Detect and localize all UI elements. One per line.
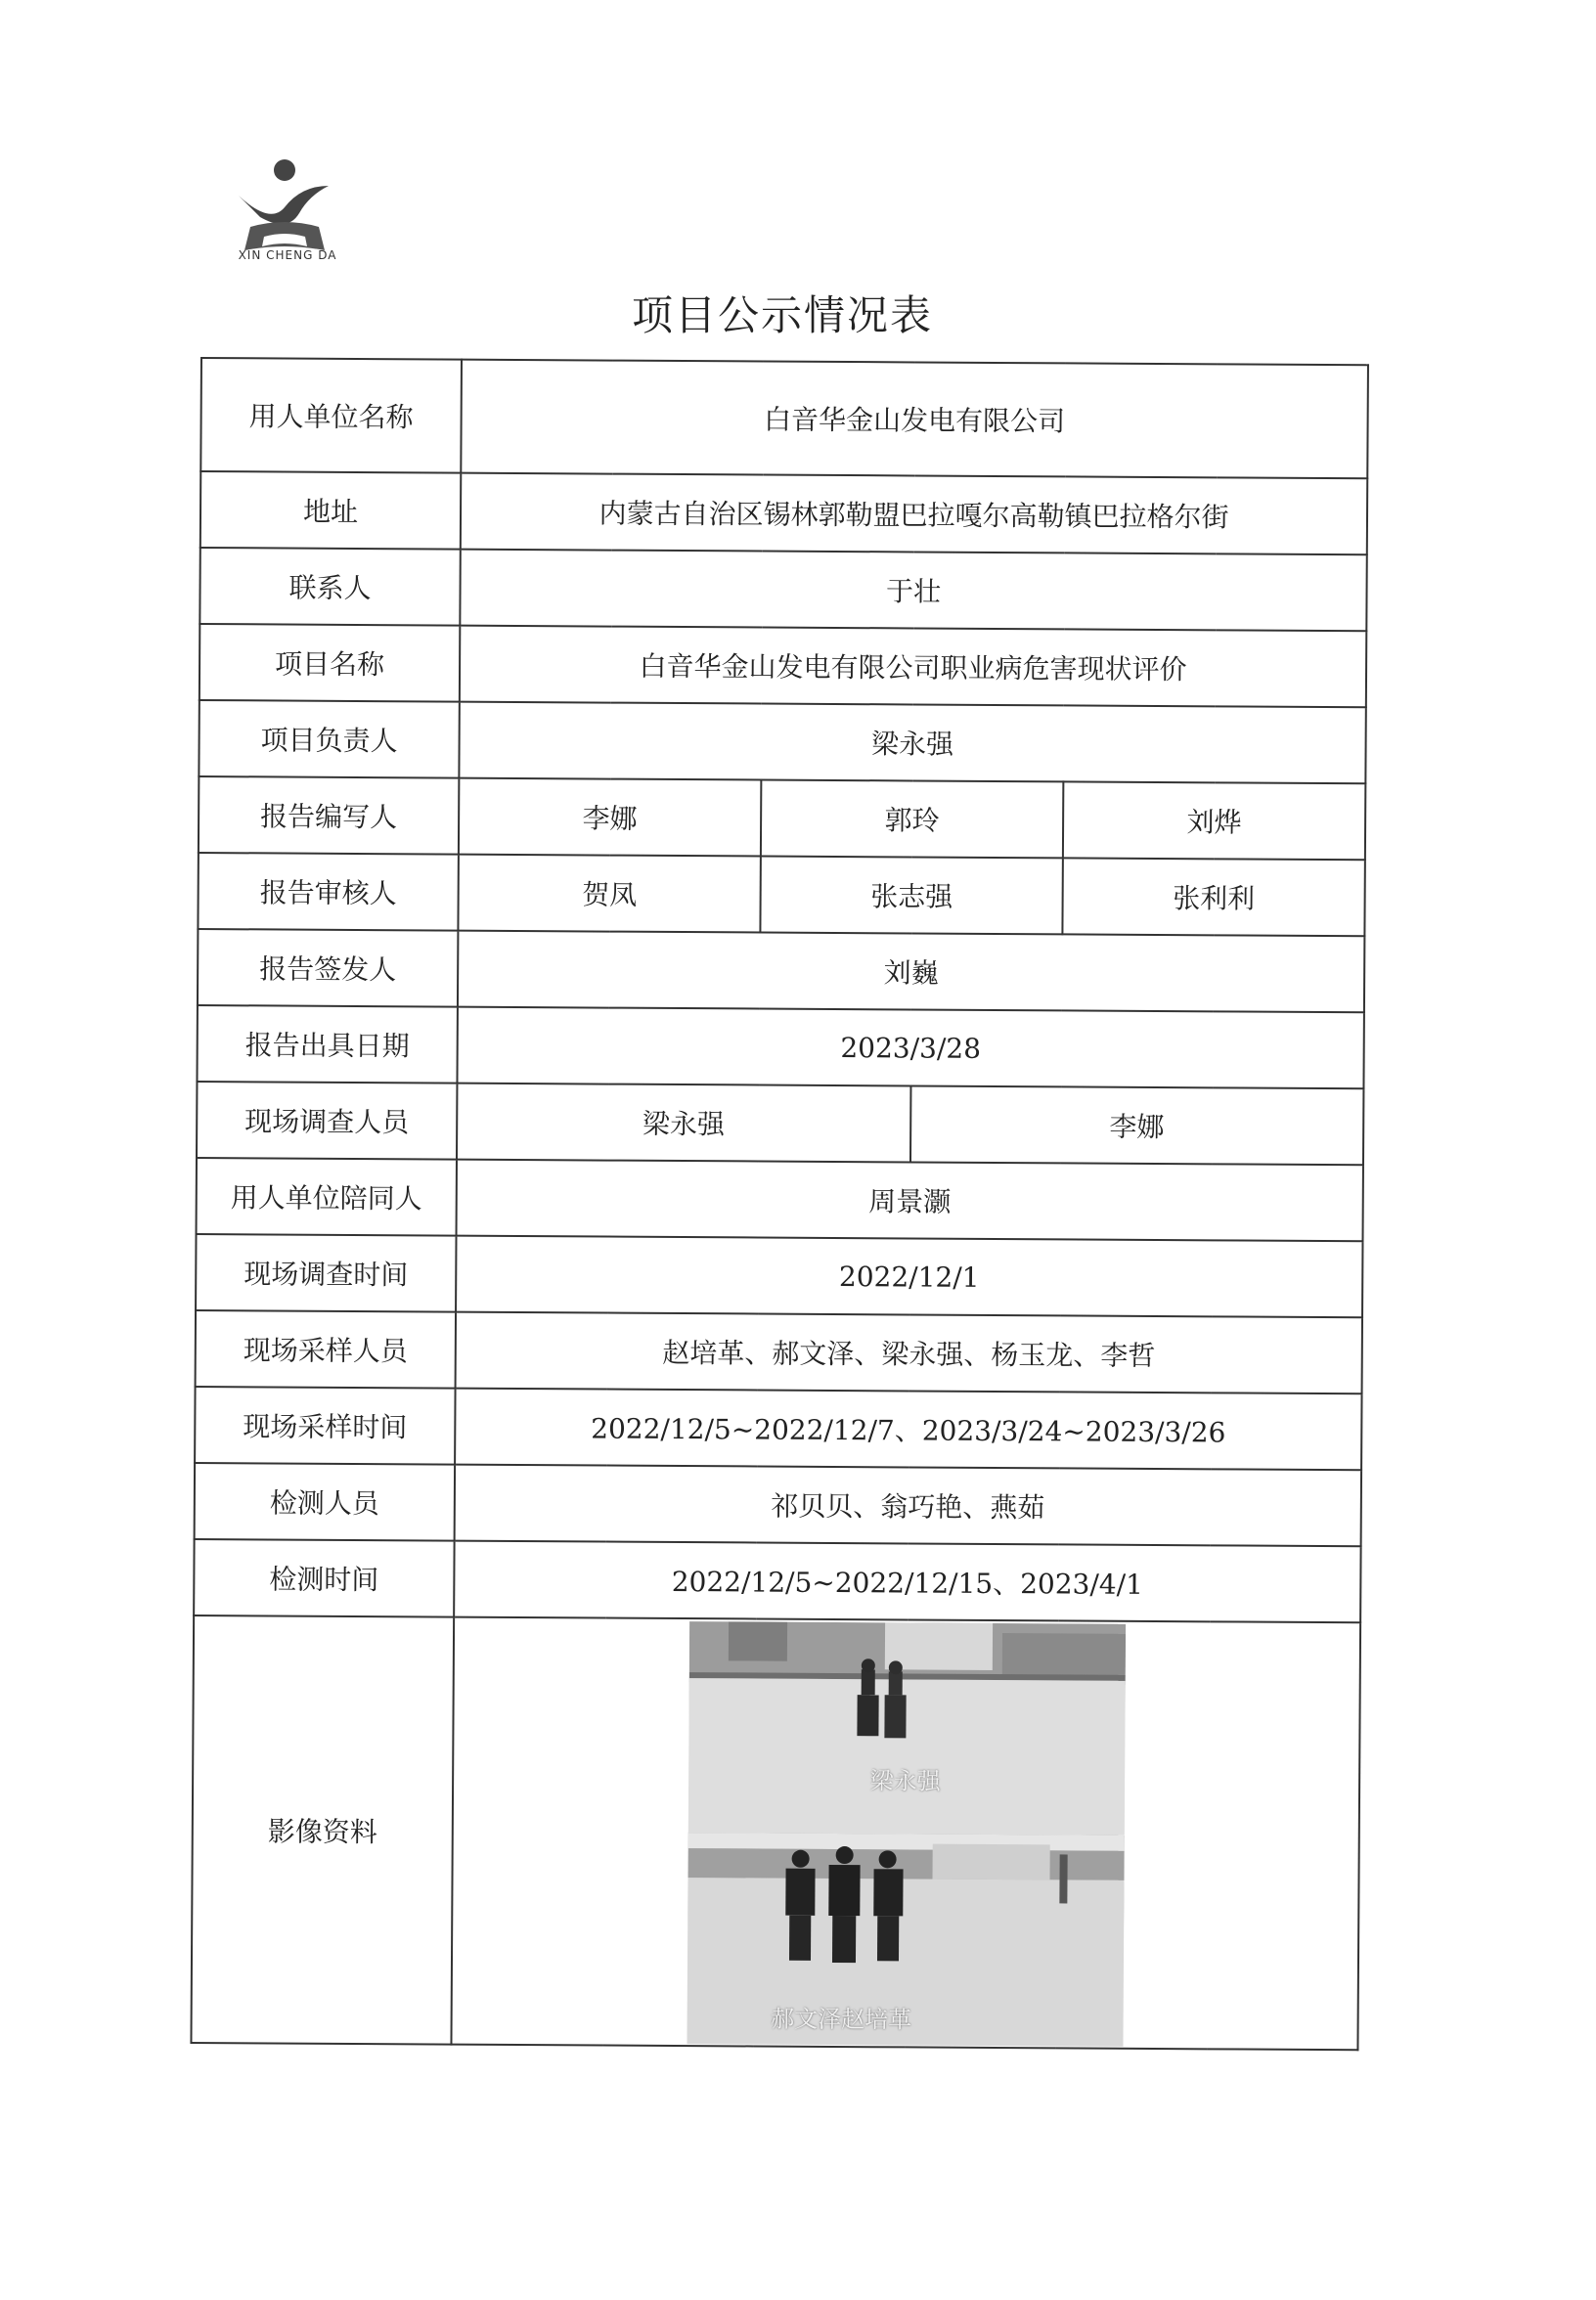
testers-value: 祁贝贝、翁巧艳、燕茹 (455, 1465, 1361, 1547)
project-lead-value: 梁永强 (459, 702, 1365, 784)
report-reviewer-3: 张利利 (1062, 858, 1364, 936)
testers-label: 检测人员 (195, 1463, 455, 1541)
table-row (200, 358, 1368, 478)
survey-time-value: 2022/12/1 (456, 1236, 1362, 1318)
sampling-time-value: 2022/12/5~2022/12/7、2023/3/24~2023/3/26 (455, 1389, 1361, 1471)
report-writer-3: 刘烨 (1063, 781, 1365, 860)
table-row (199, 776, 1365, 860)
table-row (191, 1615, 1360, 2050)
survey-staff-1: 梁永强 (457, 1084, 910, 1163)
logo-text: XIN CHENG DA (238, 248, 337, 262)
table-row (198, 929, 1364, 1012)
employer-label: 用人单位名称 (200, 358, 462, 473)
project-lead-label: 项目负责人 (199, 700, 459, 778)
photo-stack (687, 1621, 1126, 2047)
table-row (196, 1234, 1362, 1317)
sampling-staff-value: 赵培革、郝文泽、梁永强、杨玉龙、李哲 (456, 1312, 1362, 1394)
report-reviewer-2: 张志强 (760, 857, 1062, 935)
table-row (199, 700, 1365, 783)
photo-caption-2: 郝文泽赵培革 (771, 2005, 912, 2033)
table-row (200, 624, 1366, 707)
project-name-label: 项目名称 (200, 624, 460, 702)
sampling-time-label: 现场采样时间 (195, 1387, 455, 1465)
survey-time-label: 现场调查时间 (196, 1234, 456, 1312)
table-row (197, 1005, 1363, 1088)
photo-caption-1: 梁永强 (869, 1766, 941, 1795)
report-reviewer-1: 贺凤 (458, 855, 760, 933)
table-row (195, 1463, 1361, 1546)
employer-value: 白音华金山发电有限公司 (461, 360, 1368, 479)
address-label: 地址 (200, 471, 461, 550)
survey-staff-2: 李娜 (909, 1085, 1363, 1165)
site-photo-1-scene (687, 1621, 1125, 1836)
contact-value: 于壮 (460, 550, 1366, 632)
site-photo-2 (687, 1833, 1124, 2047)
media-cell (451, 1617, 1360, 2051)
test-time-value: 2022/12/5~2022/12/15、2023/4/1 (454, 1541, 1360, 1623)
report-reviewers-label: 报告审核人 (198, 853, 458, 931)
site-photo-1 (687, 1621, 1125, 1836)
table-row (200, 471, 1367, 554)
report-signer-value: 刘巍 (458, 931, 1364, 1013)
survey-staff-label: 现场调查人员 (197, 1082, 457, 1160)
table-row (194, 1539, 1360, 1622)
report-signer-label: 报告签发人 (198, 929, 458, 1007)
report-writers-label: 报告编写人 (199, 776, 459, 855)
page-title: 项目公示情况表 (631, 291, 933, 339)
report-date-label: 报告出具日期 (197, 1005, 457, 1084)
report-writer-2: 郭玲 (761, 780, 1063, 859)
project-info-table (190, 357, 1369, 2051)
table-row (198, 853, 1364, 936)
table-row (196, 1310, 1362, 1393)
contact-label: 联系人 (200, 548, 460, 626)
escort-value: 周景灏 (457, 1160, 1363, 1242)
table-row (197, 1082, 1363, 1165)
report-writer-1: 李娜 (459, 778, 761, 857)
report-date-value: 2023/3/28 (457, 1007, 1363, 1089)
escort-label: 用人单位陪同人 (197, 1158, 457, 1236)
project-name-value: 白音华金山发电有限公司职业病危害现状评价 (460, 626, 1366, 708)
address-value: 内蒙古自治区锡林郭勒盟巴拉嘎尔高勒镇巴拉格尔街 (461, 473, 1367, 555)
sampling-staff-label: 现场采样人员 (196, 1310, 456, 1389)
test-time-label: 检测时间 (194, 1539, 454, 1617)
table-row (200, 548, 1366, 631)
info-table-wrapper (190, 357, 1369, 2051)
table-row (197, 1158, 1363, 1241)
table-row (195, 1387, 1361, 1470)
media-label: 影像资料 (191, 1615, 454, 2045)
